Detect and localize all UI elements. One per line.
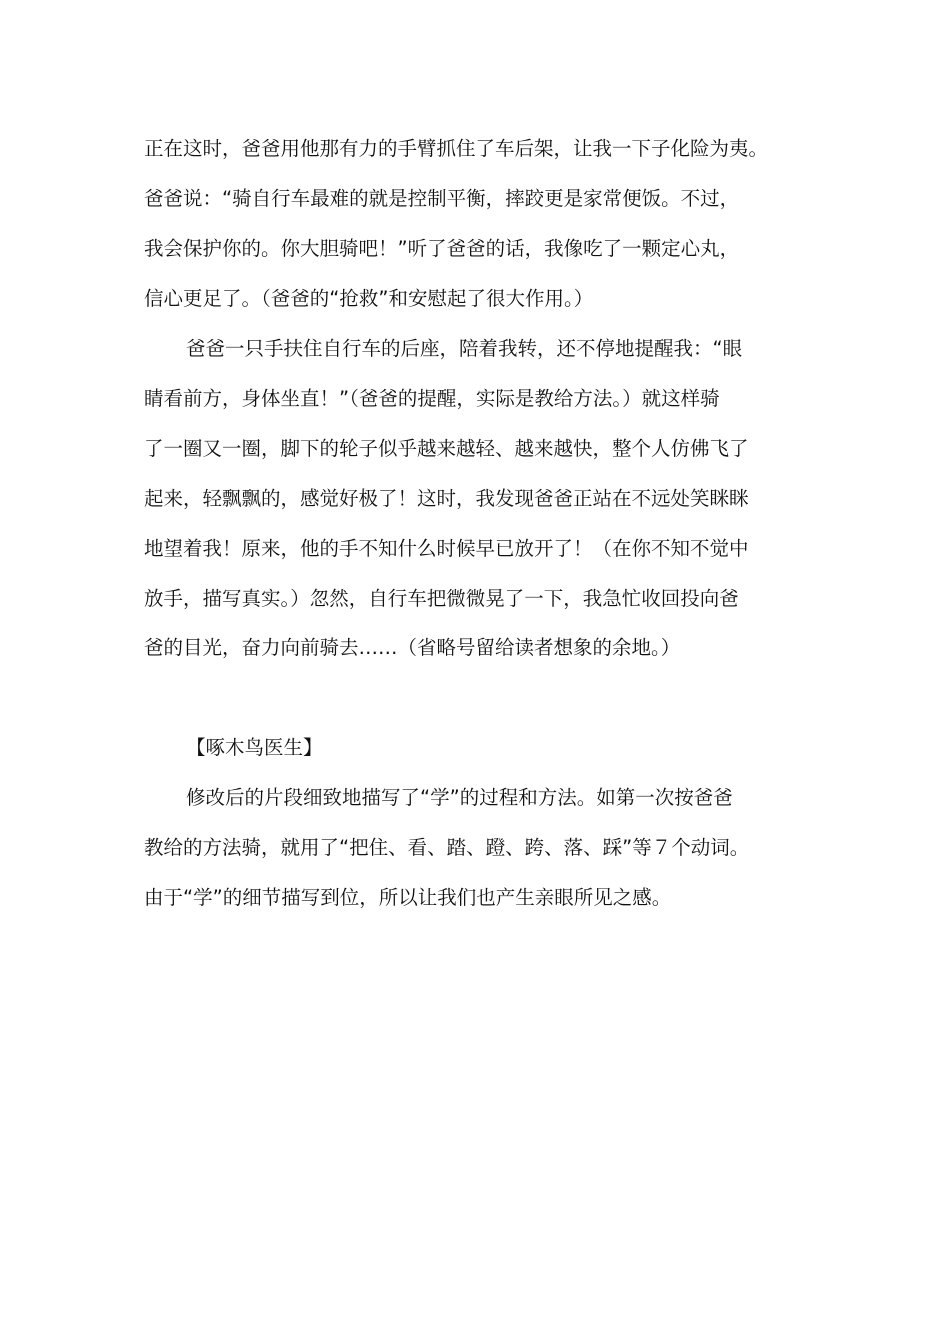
story-line-11: 爸的目光，奋力向前骑去……（省略号留给读者想象的余地。） [144,636,681,659]
story-line-2: 爸爸说：“骑自行车最难的就是控制平衡，摔跤更是家常便饭。不过， [144,187,740,210]
review-heading: 【啄木鸟医生】 [186,736,323,759]
story-line-1: 正在这时，爸爸用他那有力的手臂抓住了车后架，让我一下子化险为夷。 [144,137,769,160]
review-line-1: 修改后的片段细致地描写了“学”的过程和方法。如第一次按爸爸 [186,786,733,809]
story-line-4: 信心更足了。（爸爸的“抢救”和安慰起了很大作用。） [144,287,594,310]
story-line-6: 睛看前方，身体坐直！”（爸爸的提醒，实际是教给方法。）就这样骑 [144,387,720,410]
review-line-3: 由于“学”的细节描写到位，所以让我们也产生亲眼所见之感。 [144,886,672,909]
story-line-3: 我会保护你的。你大胆骑吧！”听了爸爸的话，我像吃了一颗定心丸， [144,237,740,260]
story-line-5: 爸爸一只手扶住自行车的后座，陪着我转，还不停地提醒我：“眼 [186,337,743,360]
story-line-9: 地望着我！原来，他的手不知什么时候早已放开了！（在你不知不觉中 [144,537,749,560]
story-line-7: 了一圈又一圈，脚下的轮子似乎越来越轻、越来越快，整个人仿佛飞了 [144,437,749,460]
review-line-2: 教给的方法骑，就用了“把住、看、踏、蹬、跨、落、踩”等７个动词。 [144,836,750,859]
story-line-10: 放手，描写真实。）忽然，自行车把微微晃了一下，我急忙收回投向爸 [144,587,739,610]
story-line-8: 起来，轻飘飘的，感觉好极了！这时，我发现爸爸正站在不远处笑眯眯 [144,487,749,510]
